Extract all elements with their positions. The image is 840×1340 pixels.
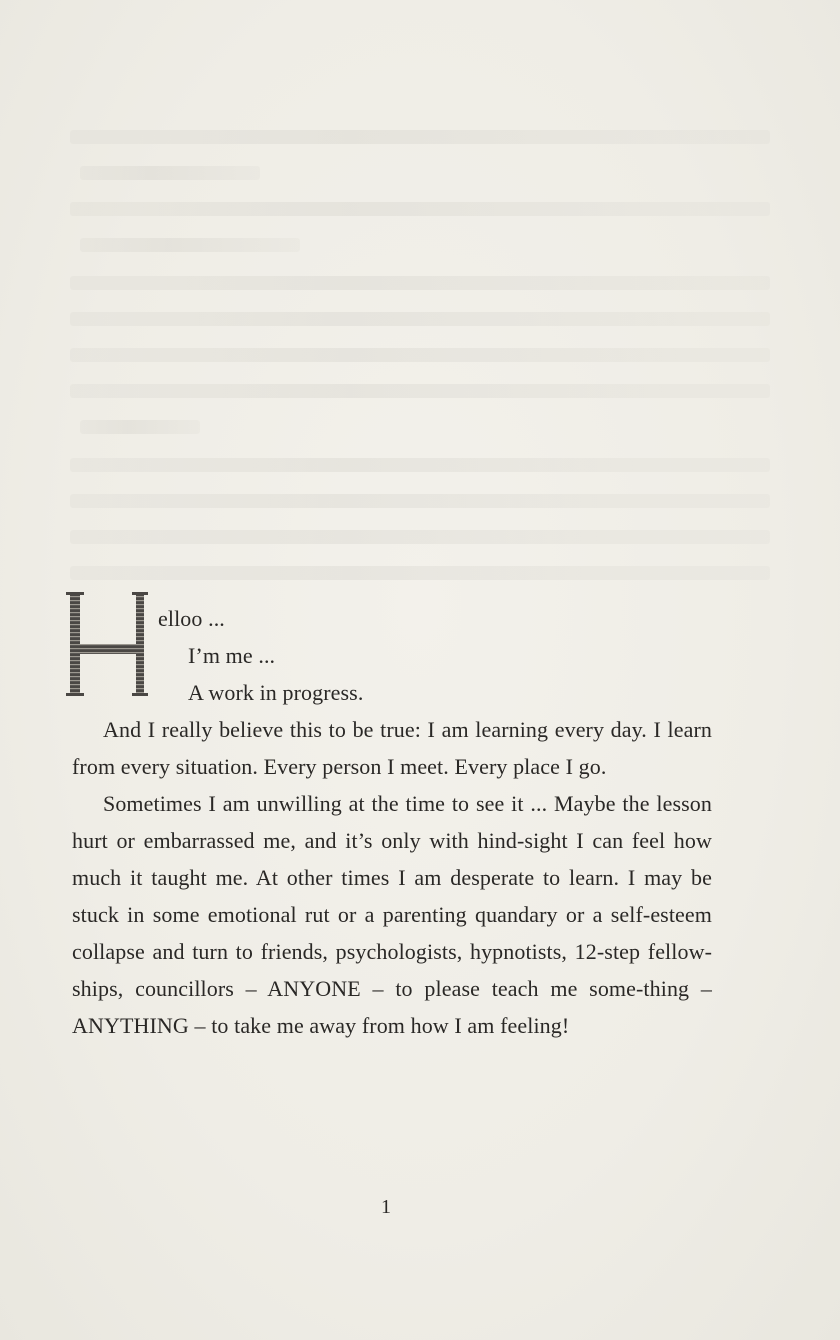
show-through-line [70,458,770,472]
show-through-line [80,420,200,434]
paragraph-1: And I really believe this to be true: I am learning every day. I learn from every situation. Every person I meet. Every place I go. [72,717,712,779]
show-through-line [70,530,770,544]
show-through-line [70,494,770,508]
show-through-line [70,566,770,580]
show-through-line [70,202,770,216]
paragraph-2: Sometimes I am unwilling at the time to see it ... Maybe the lesson hurt or embarrassed me, and it’s only with hind-sight I can feel how much it taught me. At other times I am desperate to learn. I may be stuck in some emotional rut or a parenting quandary or a self-esteem collapse and turn to friends, psychologists, hypnotists, 12-step fellow-ships, councillors – ANYONE – to please teach me some-thing – ANYTHING – to take me away from how I am feeling! [72,791,712,1038]
show-through-line [70,348,770,362]
show-through-line [80,238,300,252]
greeting-line-3: A work in progress. [188,680,364,705]
page-number: 1 [381,1196,391,1218]
show-through-line [70,130,770,144]
drop-cap-glyph: H [60,586,61,587]
chapter-body [72,600,712,1044]
greeting-line-1: elloo ... [158,606,225,631]
show-through-line [70,384,770,398]
greeting-line-2: I’m me ... [188,643,276,668]
show-through-line [80,166,260,180]
show-through-line [70,312,770,326]
show-through-line [70,276,770,290]
